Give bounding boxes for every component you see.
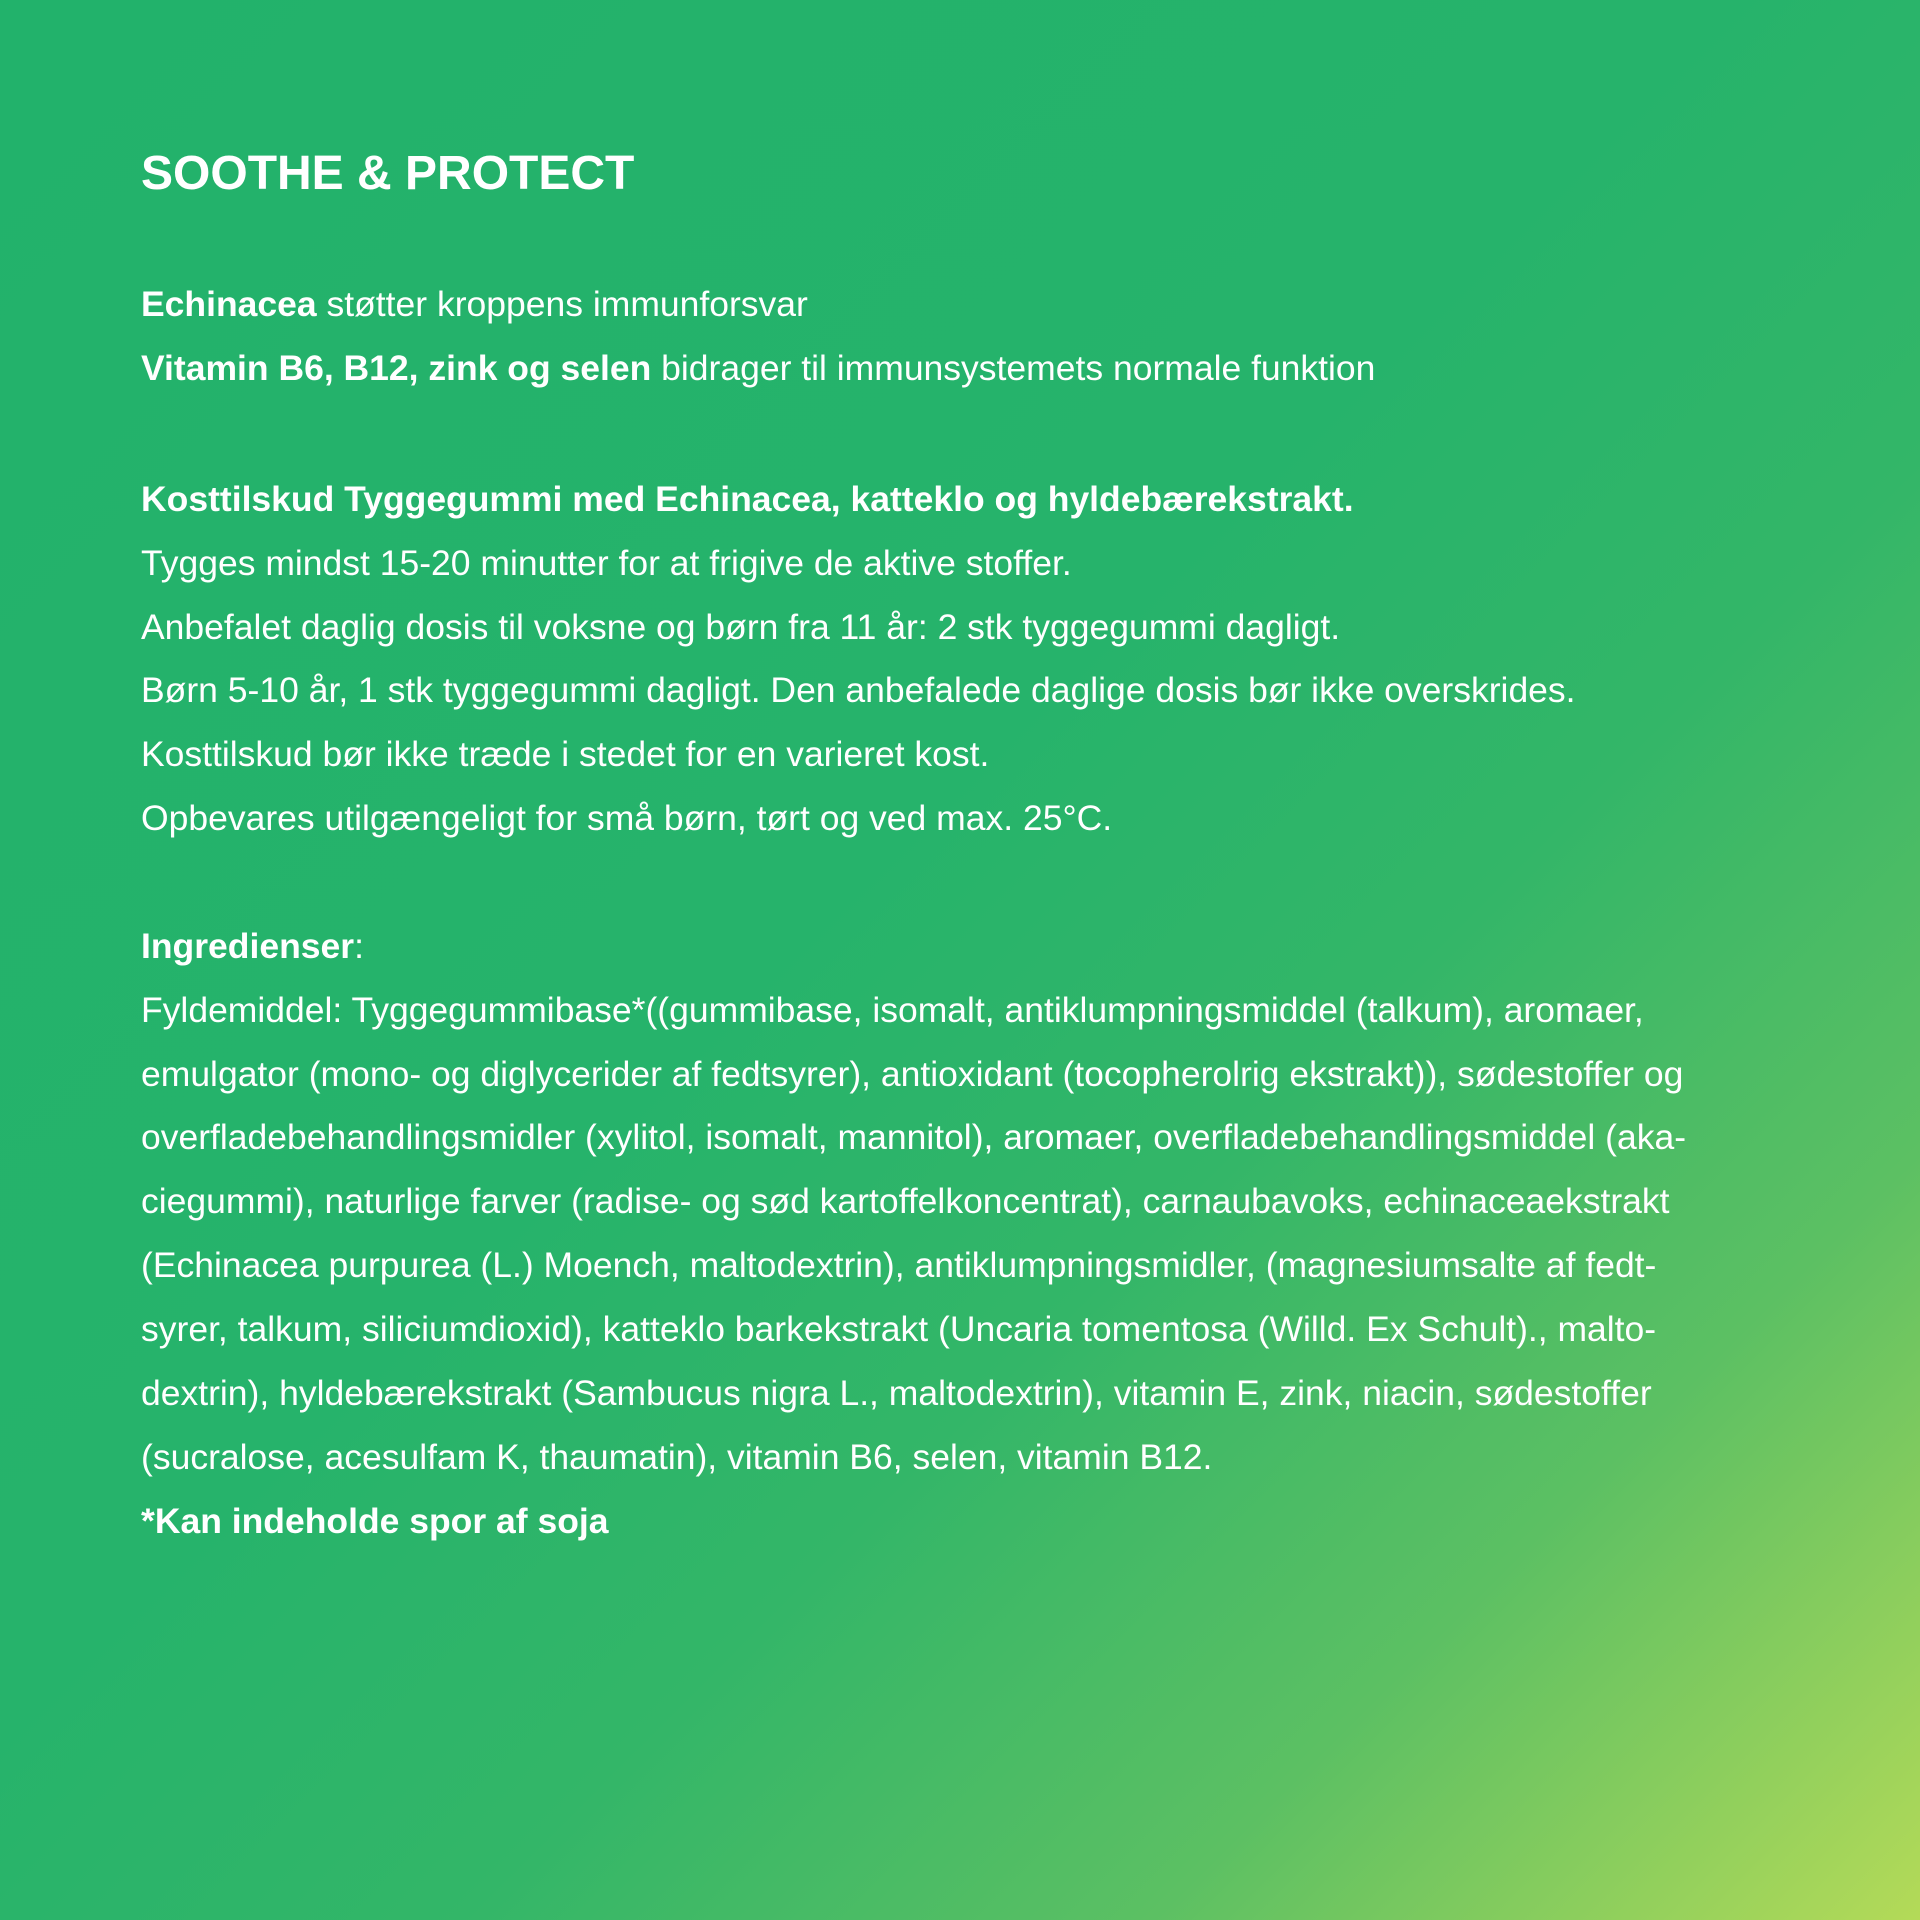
ingredients-heading (141, 925, 364, 967)
ingredients-line: (sucralose, acesulfam K, thaumatin), vitamin B6, selen, vitamin B12. (141, 1437, 1213, 1477)
ingredients-line: overfladebehandlingsmidler (xylitol, isomalt, mannitol), aromaer, overfladebehandlingsmiddel (aka- (141, 1117, 1687, 1157)
claim-echinacea (141, 283, 808, 325)
usage-heading: Kosttilskud Tyggegummi med Echinacea, katteklo og hyldebærekstrakt. (141, 479, 1354, 519)
claim-bold: Vitamin B6, B12, zink og selen (141, 348, 652, 388)
usage-line: Kosttilskud bør ikke træde i stedet for en varieret kost. (141, 734, 990, 774)
claim-text: støtter kroppens immunforsvar (316, 284, 808, 324)
allergen-note: *Kan indeholde spor af soja (141, 1501, 609, 1541)
ingredients-line: (Echinacea purpurea (L.) Moench, maltodextrin), antiklumpningsmidler, (magnesiumsalte af fedt- (141, 1245, 1657, 1285)
usage-line: Opbevares utilgængeligt for små børn, tørt og ved max. 25°C. (141, 798, 1113, 838)
product-title: SOOTHE & PROTECT (141, 147, 635, 200)
claim-bold: Echinacea (141, 284, 317, 324)
ingredients-label-suffix: : (354, 926, 364, 966)
ingredients-line: emulgator (mono- og diglycerider af fedtsyrer), antioxidant (tocopherolrig ekstrakt)), sødestoffer og (141, 1054, 1684, 1094)
ingredients-line: dextrin), hyldebærekstrakt (Sambucus nigra L., maltodextrin), vitamin E, zink, niacin, sødestoffer (141, 1373, 1652, 1413)
ingredients-line: Fyldemiddel: Tyggegummibase*((gummibase, isomalt, antiklumpningsmiddel (talkum), aromaer, (141, 990, 1644, 1030)
usage-line: Tygges mindst 15-20 minutter for at frigive de aktive stoffer. (141, 543, 1072, 583)
claim-text: bidrager til immunsystemets normale funktion (651, 348, 1376, 388)
ingredients-label: Ingredienser (141, 926, 355, 966)
usage-line: Anbefalet daglig dosis til voksne og børn fra 11 år: 2 stk tyggegummi dagligt. (141, 607, 1341, 647)
ingredients-line: syrer, talkum, siliciumdioxid), katteklo barkekstrakt (Uncaria tomentosa (Willd. Ex Schult)., malto- (141, 1309, 1657, 1349)
usage-line: Børn 5-10 år, 1 stk tyggegummi dagligt. Den anbefalede daglige dosis bør ikke overskrides. (141, 670, 1576, 710)
claim-vitamins (141, 347, 1375, 389)
ingredients-line: ciegummi), naturlige farver (radise- og sød kartoffelkoncentrat), carnaubavoks, echinaceaekstrakt (141, 1181, 1670, 1221)
